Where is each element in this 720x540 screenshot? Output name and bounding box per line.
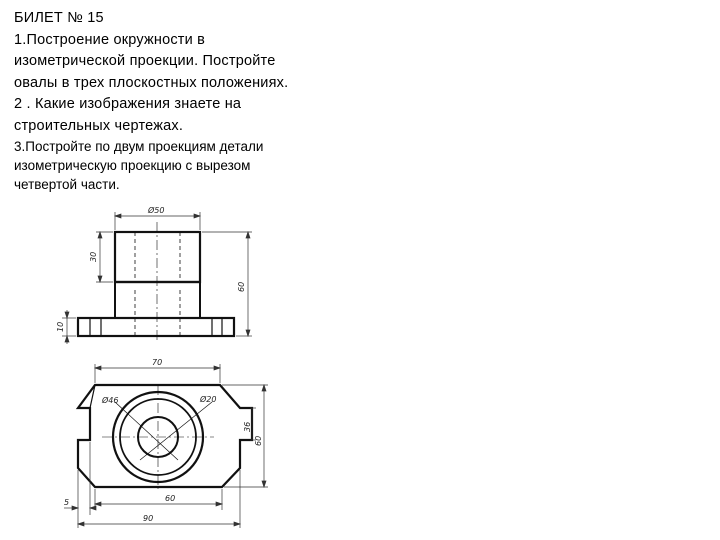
dim-inner-diameter: Ø20 (200, 395, 217, 404)
dim-base-height: 10 (56, 321, 65, 332)
dim-total-depth: 60 (254, 435, 263, 446)
dim-offset: 5 (64, 498, 70, 507)
dim-slot-depth: 36 (243, 421, 252, 432)
dim-top-diameter: Ø50 (148, 206, 165, 215)
dim-total-width: 90 (143, 514, 154, 523)
question-1-line-1: 1.Построение окружности в (14, 31, 206, 48)
dim-inner-width: 60 (165, 494, 176, 503)
dim-total-height: 60 (237, 281, 246, 292)
question-3-line-1: 3.Постройте по двум проекциям детали (14, 139, 264, 154)
question-2-line-1: 2 . Какие изображения знаете на (14, 96, 242, 112)
dim-upper-height: 30 (89, 251, 98, 262)
dim-outer-diameter: Ø46 (102, 396, 119, 405)
ticket-title: БИЛЕТ № 15 (14, 10, 104, 26)
question-1-line-2: изометрической проекции. Постройте (14, 53, 276, 69)
question-3-line-2: изометрическую проекцию с вырезом (14, 158, 251, 173)
dim-width-top: 70 (152, 358, 163, 367)
question-3-line-3: четвертой части. (14, 177, 120, 192)
question-1-line-3: овалы в трех плоскостных положениях. (14, 74, 289, 91)
question-2-line-2: строительных чертежах. (14, 117, 184, 134)
